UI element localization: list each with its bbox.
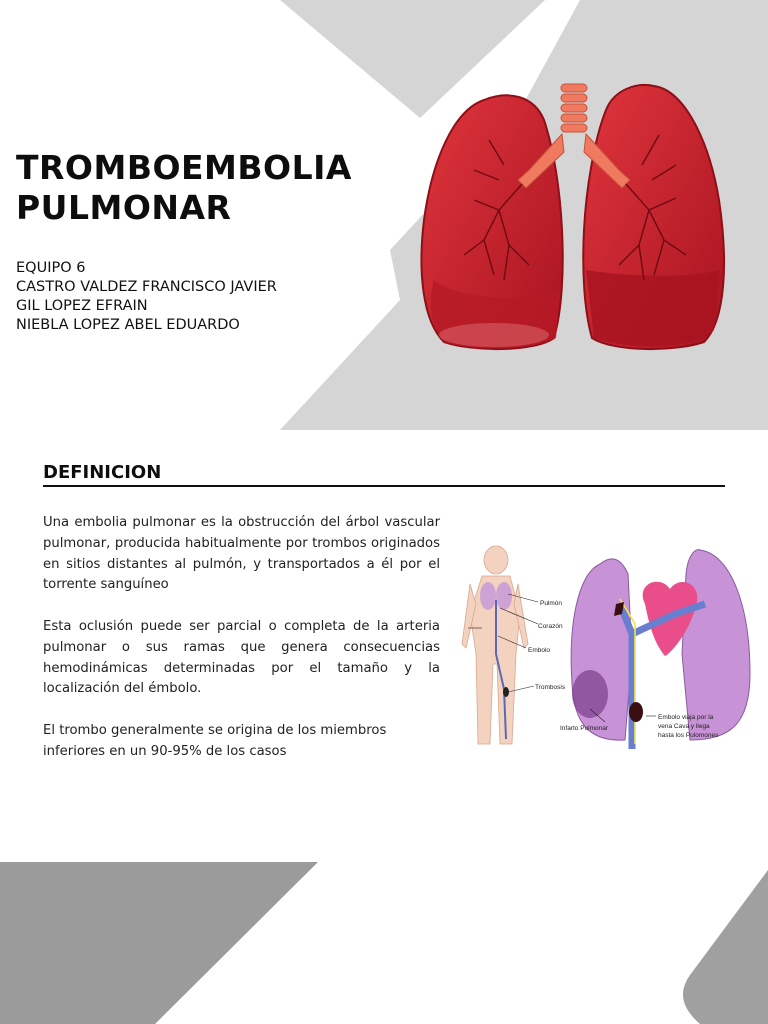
bottom-right-grey-block (683, 870, 768, 1024)
section-heading-definicion: DEFINICION (43, 462, 162, 483)
label-embolo: Embolo (528, 647, 551, 654)
author-line: GIL LOPEZ EFRAIN (16, 298, 148, 314)
label-infarto: Infarto Pulmonar (560, 725, 609, 732)
embolism-diagram (460, 544, 752, 749)
label-corazon: Corazón (538, 623, 563, 630)
label-trombosis: Trombosis (535, 684, 566, 691)
paragraph: Una embolia pulmonar es la obstrucción del árbol vascular pulmonar, producida habitualmente por trombos originados en sitios distantes al pulmón, y transportados a él por el torrente sanguíneo (43, 515, 440, 593)
lungs-illustration (414, 80, 734, 355)
paragraph: El trombo generalmente se origina de los miembros inferiores en un 90-95% de los casos (43, 722, 387, 759)
paragraph: Esta oclusión puede ser parcial o completa de la arteria pulmonar o sus ramas que genera consecuencias hemodinámicas determinadas por el tamaño y la localización del émbolo. (43, 618, 440, 697)
label-embolo-viaja-2: vena Cava y llega (658, 723, 710, 730)
label-embolo-viaja-3: hasta los Pulomones (658, 732, 719, 739)
right-lung-lower-lobe (586, 270, 720, 346)
left-lung-base-shade (439, 323, 549, 347)
page-title: TROMBOEMBOLIA PULMONAR (16, 148, 352, 227)
author-line: EQUIPO 6 (16, 260, 86, 276)
author-list (16, 259, 277, 335)
label-embolo-viaja-1: Embolo viaja por la (658, 714, 714, 721)
label-pulmon: Pulmón (540, 600, 563, 607)
author-line: NIEBLA LOPEZ ABEL EDUARDO (16, 317, 240, 333)
bottom-left-grey-block (0, 862, 318, 1024)
section-divider (43, 485, 725, 487)
definition-body (43, 513, 440, 783)
author-line: CASTRO VALDEZ FRANCISCO JAVIER (16, 279, 277, 295)
embolus (629, 702, 643, 722)
